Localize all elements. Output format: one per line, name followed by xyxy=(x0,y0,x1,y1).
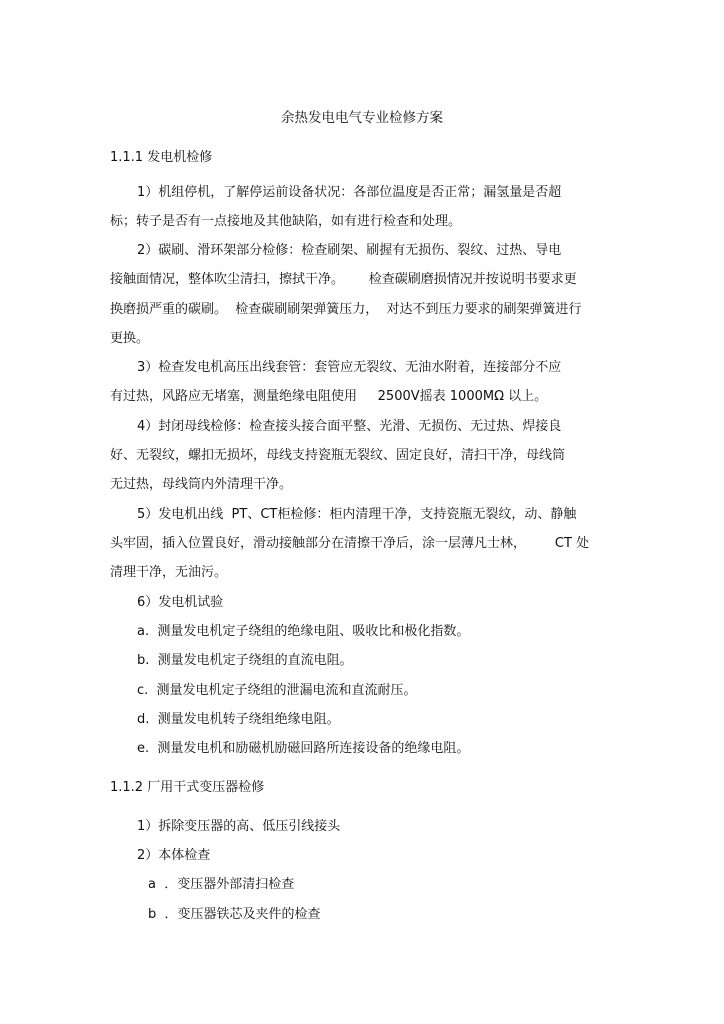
paragraph-line: 5）发电机出线 PT、CT柜检修：柜内清理干净，支持瓷瓶无裂纹，动、静触 xyxy=(137,507,577,522)
list-item: a. 测量发电机定子绕组的绝缘电阻、吸收比和极化指数。 xyxy=(137,624,470,639)
list-item: a ．变压器外部清扫检查 xyxy=(148,877,295,892)
paragraph-line: 有过热，风路应无堵塞，测量绝缘电阻使用 2500V摇表 1000MΩ 以上。 xyxy=(110,389,548,404)
paragraph-line: 4）封闭母线检修：检查接头接合面平整、光滑、无损伤、无过热、焊接良 xyxy=(137,419,562,434)
list-item: b. 测量发电机定子绕组的直流电阻。 xyxy=(137,653,353,668)
paragraph-line: 1）机组停机，了解停运前设备状况：各部位温度是否正常；漏氢量是否超 xyxy=(137,185,562,200)
document-title: 余热发电电气专业检修方案 xyxy=(281,110,443,126)
section-heading-transformer: 1.1.2 厂用干式变压器检修 xyxy=(110,780,265,795)
list-item: d. 测量发电机转子绕组绝缘电阻。 xyxy=(137,712,340,727)
paragraph-line: 无过热，母线筒内外清理干净。 xyxy=(110,477,293,492)
list-item: e. 测量发电机和励磁机励磁回路所连接设备的绝缘电阻。 xyxy=(137,741,470,756)
list-item: c. 测量发电机定子绕组的泄漏电流和直流耐压。 xyxy=(137,683,417,698)
paragraph-line: 头牢固，插入位置良好，滑动接触部分在清擦干净后，涂一层薄凡士林， CT 处 xyxy=(110,536,590,551)
paragraph-line: 好、无裂纹，螺扣无损坏，母线支持瓷瓶无裂纹、固定良好，清扫干净，母线筒 xyxy=(110,448,566,463)
section-heading-generator: 1.1.1 发电机检修 xyxy=(110,150,213,165)
paragraph-line: 6）发电机试验 xyxy=(137,595,224,610)
paragraph-line: 清理干净，无油污。 xyxy=(110,565,228,580)
paragraph-line: 2）碳刷、滑环架部分检修：检查刷架、刷握有无损伤、裂纹、过热、导电 xyxy=(137,243,562,258)
list-item: b ．变压器铁芯及夹件的检查 xyxy=(148,907,321,922)
paragraph-line: 更换。 xyxy=(110,331,150,346)
paragraph-line: 接触面情况，整体吹尘清扫，擦拭干净。 检查碳刷磨损情况并按说明书要求更 xyxy=(110,272,577,287)
paragraph-line: 3）检查发电机高压出线套管：套管应无裂纹、无油水附着，连接部分不应 xyxy=(137,360,562,375)
paragraph-line: 标；转子是否有一点接地及其他缺陷，如有进行检查和处理。 xyxy=(110,214,462,229)
paragraph-line: 1）拆除变压器的高、低压引线接头 xyxy=(137,819,341,834)
paragraph-line: 2）本体检查 xyxy=(137,848,211,863)
paragraph-line: 换磨损严重的碳刷。 检查碳刷刷架弹簧压力， 对达不到压力要求的刷架弹簧进行 xyxy=(110,302,582,317)
